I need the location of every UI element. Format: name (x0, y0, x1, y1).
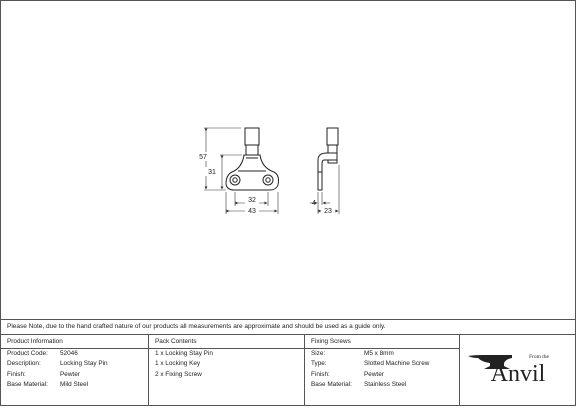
pack-contents-heading: Pack Contents (149, 335, 304, 349)
anvil-logo (460, 335, 576, 406)
list-item: 2 x Fixing Screw (155, 370, 202, 378)
table-row: Base Material: Mild Steel (7, 381, 89, 389)
disclaimer-note: Please Note, due to the hand crafted nature of our products all measurements are approximate and should be used as a guide only. (1, 319, 575, 335)
dim-height-base: 31 (208, 169, 216, 176)
list-item: 1 x Locking Key (155, 360, 201, 368)
dim-height-total: 57 (199, 154, 207, 161)
table-row: Finish: Pewter (311, 370, 384, 378)
dim-side-width: 23 (324, 208, 332, 215)
dim-side-thickness: 4 (312, 200, 316, 207)
dim-width-total: 43 (248, 208, 256, 215)
front-pin-shaft (246, 145, 258, 155)
table-row: Product Code: 52046 (7, 350, 78, 357)
table-row: Description: Locking Stay Pin (7, 360, 108, 368)
side-pin-top (327, 128, 338, 145)
list-item: 1 x Locking Stay Pin (155, 350, 213, 357)
front-view (226, 128, 279, 190)
product-information-table (1, 335, 149, 406)
table-row: Type: Slotted Machine Screw (311, 360, 430, 368)
logo-brand-text: Anvil (490, 361, 546, 387)
fixing-screws-heading: Fixing Screws (305, 335, 459, 349)
table-row: Base Material: Stainless Steel (311, 381, 407, 389)
logo-small-text: From the (528, 354, 550, 360)
product-information-heading: Product Information (1, 335, 148, 349)
front-pin-top (245, 128, 259, 145)
side-view (318, 128, 338, 190)
fixing-screws-table (305, 335, 460, 406)
table-row: Size: M5 x 8mm (311, 350, 394, 357)
table-row: Finish: Pewter (7, 370, 80, 378)
pack-contents-table (149, 335, 305, 406)
dim-hole-spacing: 32 (248, 197, 256, 204)
